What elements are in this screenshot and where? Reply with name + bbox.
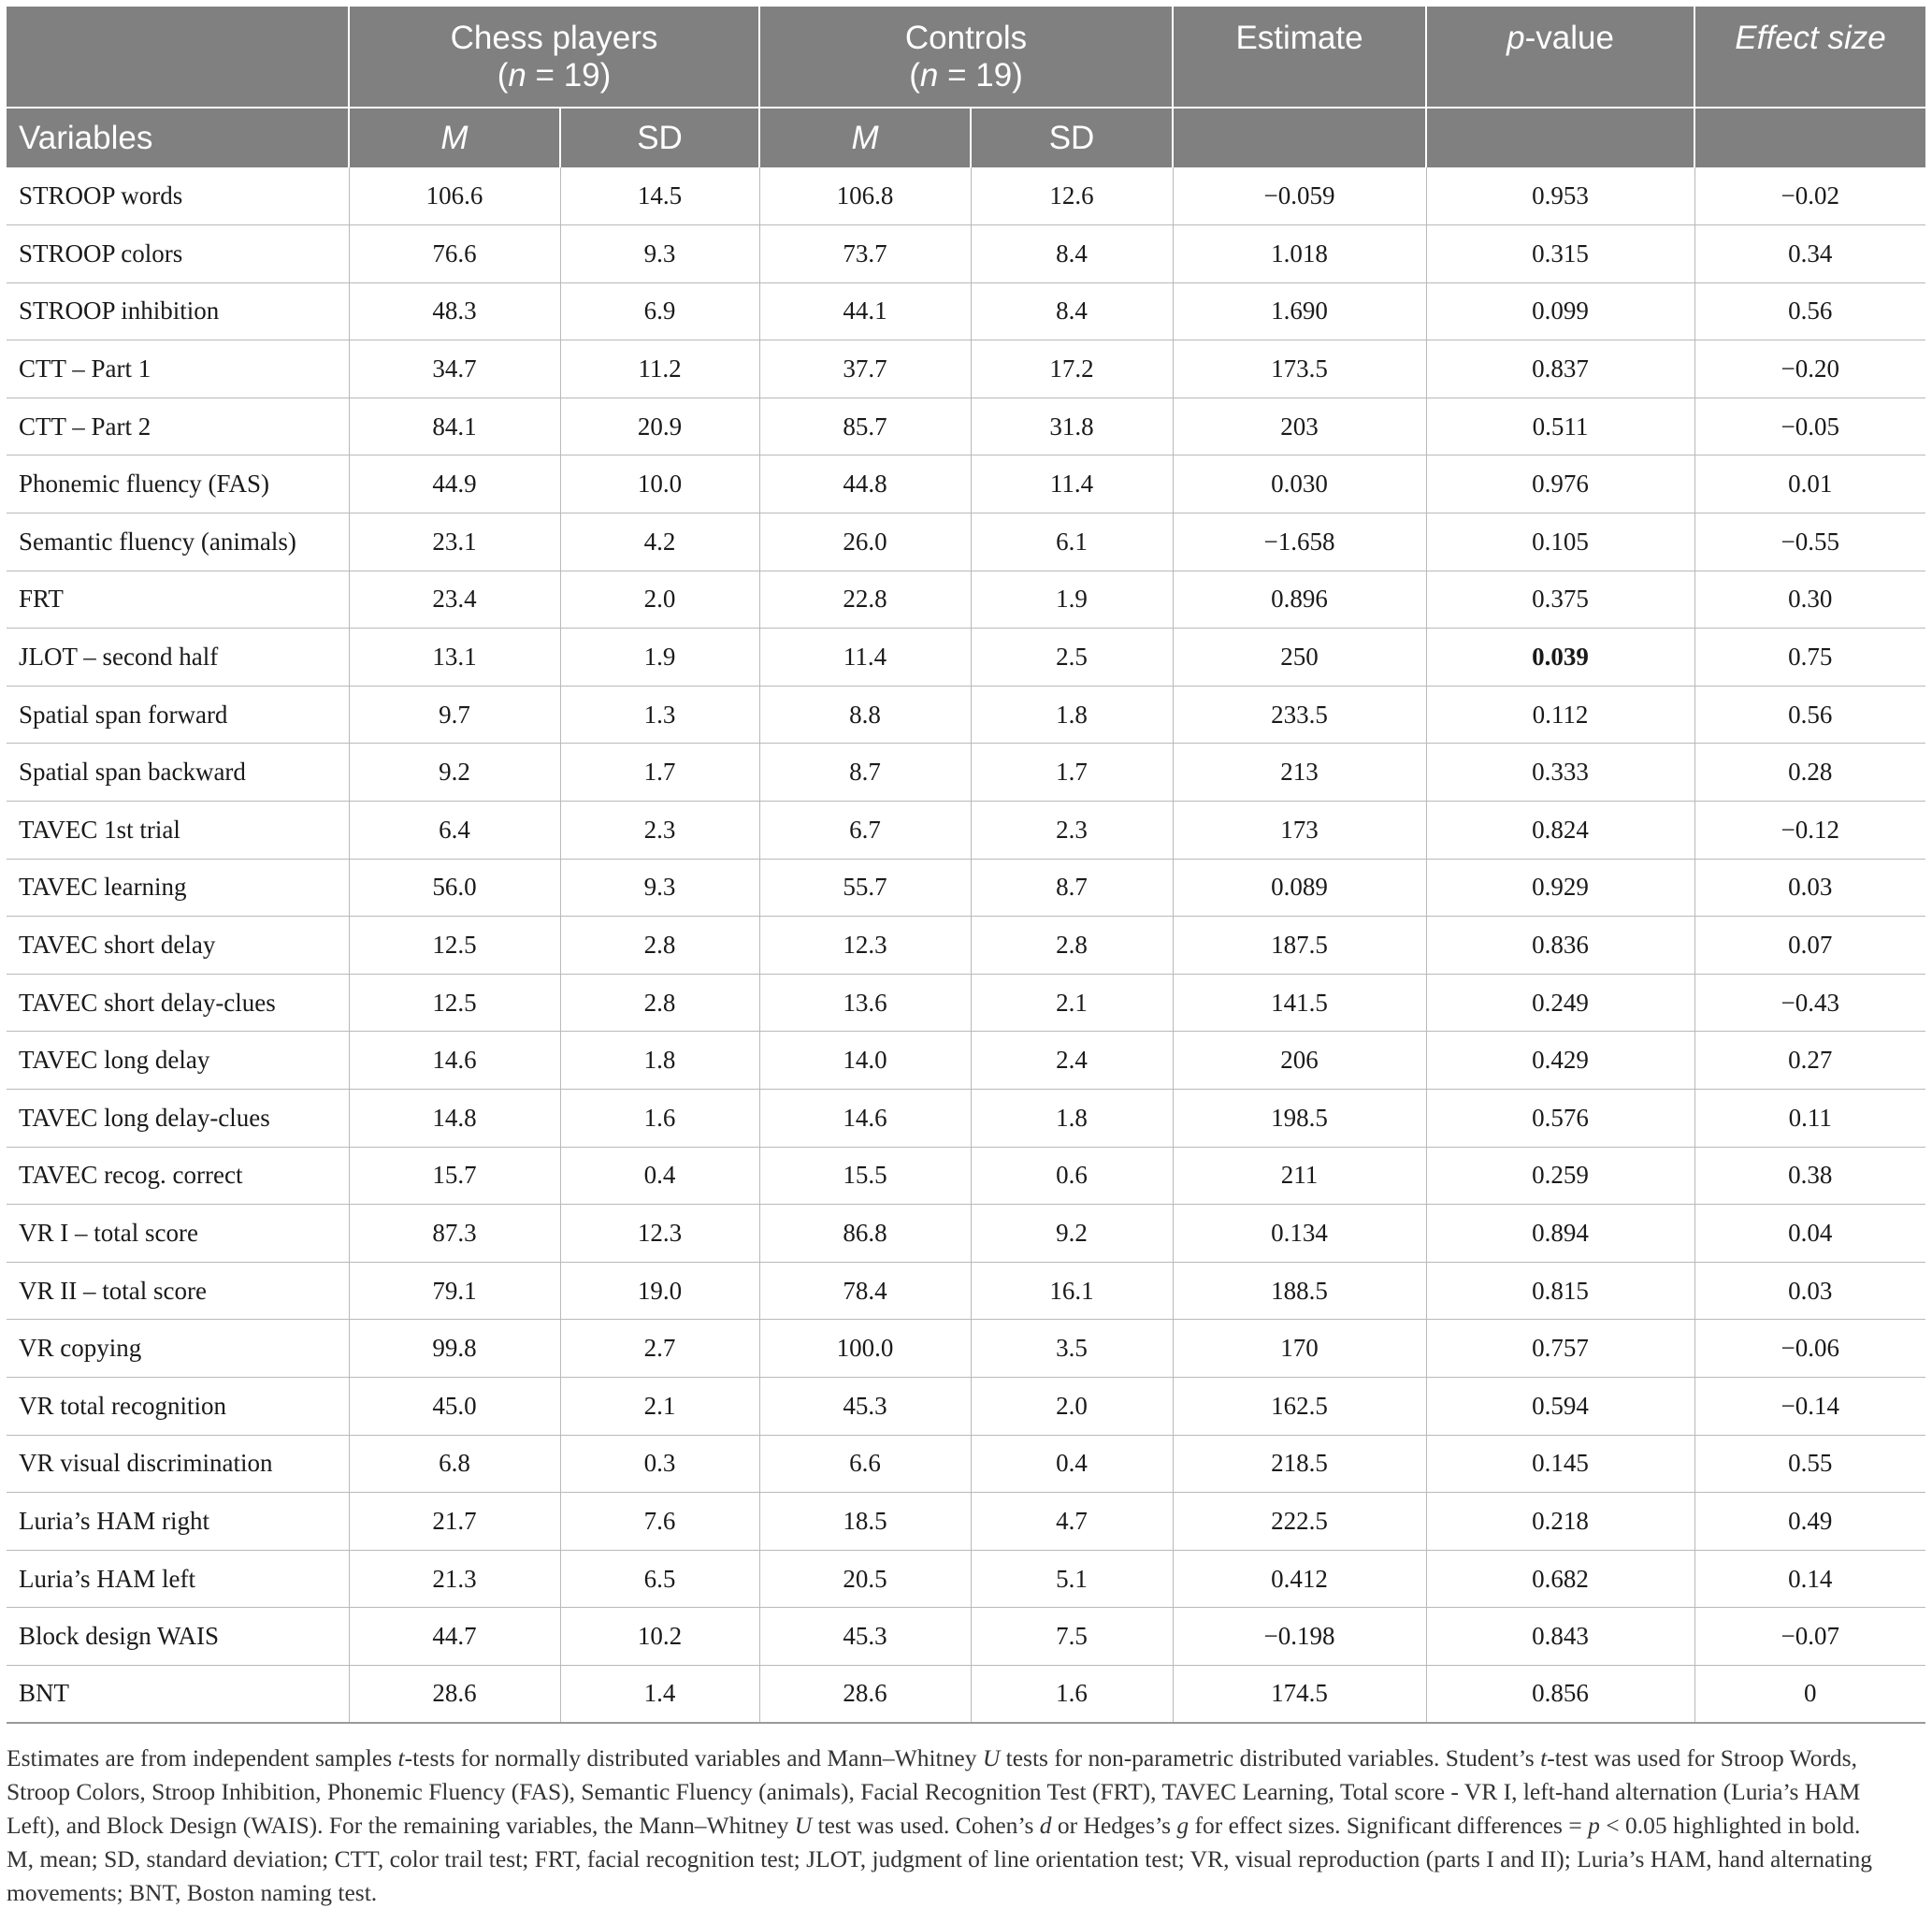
p-value-cell: 0.218: [1426, 1493, 1694, 1551]
p-value-cell: 0.824: [1426, 802, 1694, 860]
estimate-cell: 218.5: [1173, 1435, 1426, 1493]
p-value-cell: 0.929: [1426, 859, 1694, 917]
controls-m-cell: 73.7: [759, 225, 971, 283]
p-value-cell: 0.594: [1426, 1377, 1694, 1435]
estimate-cell: 173.5: [1173, 340, 1426, 398]
controls-sd-cell: 8.7: [971, 859, 1173, 917]
chess-m-cell: 9.2: [349, 744, 560, 802]
controls-m-cell: 106.8: [759, 167, 971, 225]
controls-m-cell: 6.6: [759, 1435, 971, 1493]
chess-m-cell: 84.1: [349, 398, 560, 455]
controls-m-cell: 78.4: [759, 1262, 971, 1320]
variable-cell: Phonemic fluency (FAS): [7, 455, 349, 513]
estimate-cell: 250: [1173, 629, 1426, 687]
effect-size-cell: 0.56: [1694, 282, 1925, 340]
controls-m-cell: 14.6: [759, 1090, 971, 1148]
chess-m-cell: 45.0: [349, 1377, 560, 1435]
p-value-cell: 0.682: [1426, 1550, 1694, 1608]
controls-sd-cell: 0.6: [971, 1147, 1173, 1205]
chess-m-cell: 23.4: [349, 571, 560, 629]
controls-m-cell: 26.0: [759, 513, 971, 571]
effect-size-cell: 0.14: [1694, 1550, 1925, 1608]
header-variables: Variables: [7, 108, 349, 167]
header-chess-m: M: [349, 108, 560, 167]
estimate-cell: 188.5: [1173, 1262, 1426, 1320]
chess-sd-cell: 9.3: [560, 225, 759, 283]
effect-size-cell: 0: [1694, 1665, 1925, 1723]
effect-size-cell: 0.34: [1694, 225, 1925, 283]
controls-m-cell: 44.1: [759, 282, 971, 340]
variable-cell: CTT – Part 1: [7, 340, 349, 398]
controls-sd-cell: 1.6: [971, 1665, 1173, 1723]
effect-size-cell: 0.03: [1694, 1262, 1925, 1320]
chess-players-label: Chess players: [450, 20, 658, 56]
controls-m-cell: 22.8: [759, 571, 971, 629]
chess-sd-cell: 2.8: [560, 917, 759, 975]
table-row: [7, 282, 1925, 340]
chess-m-cell: 34.7: [349, 340, 560, 398]
chess-m-cell: 13.1: [349, 629, 560, 687]
effect-size-cell: 0.75: [1694, 629, 1925, 687]
table-row: [7, 744, 1925, 802]
controls-sd-cell: 1.8: [971, 1090, 1173, 1148]
p-value-cell: 0.894: [1426, 1205, 1694, 1263]
table-footnote: Estimates are from independent samples t-tests for normally distributed variables and Mann–Whitney U tests for non-parametric distributed variables. Student’s t-test was used for Stroop Words, Stroop Colors, Stroop Inhibition, Phonemic Fluency (FAS), Semantic Fluency (animals), Facial Recognition Test (FRT), TAVEC Learning, Total score - VR I, left-hand alternation (Luria’s HAM Left), and Block Design (WAIS). For the remaining variables, the Mann–Whitney U test was used. Cohen’s d or Hedges’s g for effect sizes. Significant differences = p < 0.05 highlighted in bold. M, mean; SD, standard deviation; CTT, color trail test; FRT, facial recognition test; JLOT, judgment of line orientation test; VR, visual reproduction (parts I and II); Luria’s HAM, hand alternating movements; BNT, Boston naming test.: [7, 1744, 1873, 1906]
header-controls-sd: SD: [971, 108, 1173, 167]
controls-sd-cell: 16.1: [971, 1262, 1173, 1320]
effect-size-cell: 0.04: [1694, 1205, 1925, 1263]
header-blank: [7, 7, 349, 108]
controls-m-cell: 28.6: [759, 1665, 971, 1723]
chess-m-cell: 76.6: [349, 225, 560, 283]
variable-cell: VR total recognition: [7, 1377, 349, 1435]
p-value-cell: 0.112: [1426, 686, 1694, 744]
controls-m-cell: 86.8: [759, 1205, 971, 1263]
table-row: [7, 1608, 1925, 1666]
table-row: [7, 1550, 1925, 1608]
table-row: [7, 513, 1925, 571]
controls-label: Controls: [904, 20, 1028, 56]
effect-size-cell: 0.28: [1694, 744, 1925, 802]
chess-m-cell: 15.7: [349, 1147, 560, 1205]
effect-size-cell: −0.20: [1694, 340, 1925, 398]
controls-m-cell: 8.8: [759, 686, 971, 744]
chess-m-cell: 56.0: [349, 859, 560, 917]
chess-sd-cell: 1.7: [560, 744, 759, 802]
chess-m-cell: 44.9: [349, 455, 560, 513]
table-row: [7, 802, 1925, 860]
estimate-cell: 206: [1173, 1032, 1426, 1090]
chess-players-n: (n = 19): [497, 57, 612, 94]
effect-size-cell: −0.06: [1694, 1320, 1925, 1378]
table-row: [7, 340, 1925, 398]
controls-m-cell: 11.4: [759, 629, 971, 687]
variable-cell: Luria’s HAM right: [7, 1493, 349, 1551]
chess-sd-cell: 20.9: [560, 398, 759, 455]
header-estimate-blank: [1173, 108, 1426, 167]
estimate-cell: −1.658: [1173, 513, 1426, 571]
table-header: [7, 7, 1925, 167]
header-effect-size: Effect size: [1694, 7, 1925, 108]
chess-m-cell: 6.4: [349, 802, 560, 860]
controls-sd-cell: 2.4: [971, 1032, 1173, 1090]
estimate-cell: 187.5: [1173, 917, 1426, 975]
effect-size-cell: 0.11: [1694, 1090, 1925, 1148]
effect-size-cell: 0.27: [1694, 1032, 1925, 1090]
variable-cell: Spatial span backward: [7, 744, 349, 802]
chess-m-cell: 14.6: [349, 1032, 560, 1090]
chess-sd-cell: 14.5: [560, 167, 759, 225]
effect-size-cell: 0.30: [1694, 571, 1925, 629]
p-value-cell: 0.856: [1426, 1665, 1694, 1723]
table-row: [7, 1320, 1925, 1378]
chess-m-cell: 9.7: [349, 686, 560, 744]
p-value-cell: 0.576: [1426, 1090, 1694, 1148]
p-value-cell: 0.843: [1426, 1608, 1694, 1666]
controls-sd-cell: 1.9: [971, 571, 1173, 629]
chess-sd-cell: 9.3: [560, 859, 759, 917]
variable-cell: TAVEC 1st trial: [7, 802, 349, 860]
header-controls-m: M: [759, 108, 971, 167]
variable-cell: STROOP colors: [7, 225, 349, 283]
table-row: [7, 1205, 1925, 1263]
chess-sd-cell: 19.0: [560, 1262, 759, 1320]
chess-m-cell: 28.6: [349, 1665, 560, 1723]
controls-m-cell: 100.0: [759, 1320, 971, 1378]
controls-sd-cell: 2.1: [971, 974, 1173, 1032]
controls-m-cell: 18.5: [759, 1493, 971, 1551]
p-value-cell: 0.315: [1426, 225, 1694, 283]
controls-m-cell: 14.0: [759, 1032, 971, 1090]
header-controls: [759, 7, 1173, 108]
estimate-cell: −0.198: [1173, 1608, 1426, 1666]
table-row: [7, 398, 1925, 455]
estimate-cell: 174.5: [1173, 1665, 1426, 1723]
controls-sd-cell: 3.5: [971, 1320, 1173, 1378]
variable-cell: VR visual discrimination: [7, 1435, 349, 1493]
variable-cell: FRT: [7, 571, 349, 629]
estimate-cell: 1.018: [1173, 225, 1426, 283]
estimate-cell: 170: [1173, 1320, 1426, 1378]
controls-sd-cell: 8.4: [971, 282, 1173, 340]
variable-cell: TAVEC short delay-clues: [7, 974, 349, 1032]
chess-m-cell: 21.3: [349, 1550, 560, 1608]
table-row: [7, 167, 1925, 225]
header-p-blank: [1426, 108, 1694, 167]
controls-sd-cell: 2.0: [971, 1377, 1173, 1435]
estimate-cell: 198.5: [1173, 1090, 1426, 1148]
header-chess-players: [349, 7, 759, 108]
variable-cell: BNT: [7, 1665, 349, 1723]
estimate-cell: 173: [1173, 802, 1426, 860]
controls-sd-cell: 1.7: [971, 744, 1173, 802]
controls-m-cell: 44.8: [759, 455, 971, 513]
effect-size-cell: 0.03: [1694, 859, 1925, 917]
chess-m-cell: 6.8: [349, 1435, 560, 1493]
chess-sd-cell: 2.1: [560, 1377, 759, 1435]
p-value-cell: 0.333: [1426, 744, 1694, 802]
controls-m-cell: 45.3: [759, 1377, 971, 1435]
results-table-container: [7, 7, 1925, 1724]
chess-m-cell: 21.7: [349, 1493, 560, 1551]
variable-cell: CTT – Part 2: [7, 398, 349, 455]
variable-cell: Luria’s HAM left: [7, 1550, 349, 1608]
controls-m-cell: 55.7: [759, 859, 971, 917]
variable-cell: TAVEC learning: [7, 859, 349, 917]
chess-sd-cell: 0.4: [560, 1147, 759, 1205]
estimate-cell: 203: [1173, 398, 1426, 455]
chess-sd-cell: 7.6: [560, 1493, 759, 1551]
header-effect-blank: [1694, 108, 1925, 167]
table-row: [7, 1090, 1925, 1148]
chess-sd-cell: 2.7: [560, 1320, 759, 1378]
effect-size-cell: 0.07: [1694, 917, 1925, 975]
controls-sd-cell: 5.1: [971, 1550, 1173, 1608]
controls-sd-cell: 6.1: [971, 513, 1173, 571]
effect-size-cell: −0.05: [1694, 398, 1925, 455]
controls-sd-cell: 17.2: [971, 340, 1173, 398]
table-row: [7, 1493, 1925, 1551]
variable-cell: STROOP inhibition: [7, 282, 349, 340]
estimate-cell: 0.030: [1173, 455, 1426, 513]
chess-m-cell: 14.8: [349, 1090, 560, 1148]
chess-m-cell: 12.5: [349, 917, 560, 975]
chess-sd-cell: 2.8: [560, 974, 759, 1032]
table-row: [7, 1032, 1925, 1090]
chess-m-cell: 87.3: [349, 1205, 560, 1263]
controls-m-cell: 37.7: [759, 340, 971, 398]
p-value-cell: 0.105: [1426, 513, 1694, 571]
variable-cell: VR II – total score: [7, 1262, 349, 1320]
table-row: [7, 974, 1925, 1032]
chess-sd-cell: 6.9: [560, 282, 759, 340]
chess-sd-cell: 1.9: [560, 629, 759, 687]
p-value-cell: 0.249: [1426, 974, 1694, 1032]
chess-m-cell: 48.3: [349, 282, 560, 340]
controls-sd-cell: 2.5: [971, 629, 1173, 687]
variable-cell: VR copying: [7, 1320, 349, 1378]
chess-m-cell: 99.8: [349, 1320, 560, 1378]
controls-sd-cell: 8.4: [971, 225, 1173, 283]
estimate-cell: 0.412: [1173, 1550, 1426, 1608]
controls-sd-cell: 2.3: [971, 802, 1173, 860]
estimate-cell: 0.134: [1173, 1205, 1426, 1263]
variable-cell: Spatial span forward: [7, 686, 349, 744]
effect-size-cell: 0.01: [1694, 455, 1925, 513]
controls-sd-cell: 2.8: [971, 917, 1173, 975]
controls-sd-cell: 7.5: [971, 1608, 1173, 1666]
effect-size-cell: −0.55: [1694, 513, 1925, 571]
table-row: [7, 455, 1925, 513]
table-row: [7, 859, 1925, 917]
table-row: [7, 1377, 1925, 1435]
variable-cell: TAVEC short delay: [7, 917, 349, 975]
p-value-cell: 0.039: [1426, 629, 1694, 687]
table-row: [7, 225, 1925, 283]
variable-cell: TAVEC recog. correct: [7, 1147, 349, 1205]
p-value-cell: 0.836: [1426, 917, 1694, 975]
table-row: [7, 917, 1925, 975]
variable-cell: Block design WAIS: [7, 1608, 349, 1666]
controls-n: (n = 19): [909, 57, 1023, 94]
effect-size-cell: −0.43: [1694, 974, 1925, 1032]
controls-m-cell: 20.5: [759, 1550, 971, 1608]
controls-m-cell: 8.7: [759, 744, 971, 802]
controls-sd-cell: 0.4: [971, 1435, 1173, 1493]
estimate-cell: 222.5: [1173, 1493, 1426, 1551]
chess-sd-cell: 6.5: [560, 1550, 759, 1608]
estimate-cell: 233.5: [1173, 686, 1426, 744]
p-value-cell: 0.145: [1426, 1435, 1694, 1493]
estimate-cell: 0.089: [1173, 859, 1426, 917]
effect-size-cell: −0.14: [1694, 1377, 1925, 1435]
controls-m-cell: 15.5: [759, 1147, 971, 1205]
variable-cell: JLOT – second half: [7, 629, 349, 687]
chess-sd-cell: 4.2: [560, 513, 759, 571]
chess-m-cell: 106.6: [349, 167, 560, 225]
effect-size-cell: −0.12: [1694, 802, 1925, 860]
table-row: [7, 686, 1925, 744]
table-row: [7, 571, 1925, 629]
chess-sd-cell: 1.8: [560, 1032, 759, 1090]
chess-sd-cell: 12.3: [560, 1205, 759, 1263]
p-value-cell: 0.837: [1426, 340, 1694, 398]
chess-sd-cell: 1.6: [560, 1090, 759, 1148]
header-chess-sd: SD: [560, 108, 759, 167]
chess-sd-cell: 11.2: [560, 340, 759, 398]
results-table: [7, 7, 1925, 1724]
p-value-suffix: -value: [1524, 20, 1614, 56]
variable-cell: Semantic fluency (animals): [7, 513, 349, 571]
controls-m-cell: 13.6: [759, 974, 971, 1032]
chess-m-cell: 79.1: [349, 1262, 560, 1320]
effect-size-cell: 0.55: [1694, 1435, 1925, 1493]
header-p-value: [1426, 7, 1694, 108]
controls-sd-cell: 1.8: [971, 686, 1173, 744]
chess-m-cell: 12.5: [349, 974, 560, 1032]
table-row: [7, 1665, 1925, 1723]
chess-sd-cell: 1.4: [560, 1665, 759, 1723]
p-value-cell: 0.953: [1426, 167, 1694, 225]
effect-size-cell: −0.02: [1694, 167, 1925, 225]
table-body: [7, 167, 1925, 1723]
p-value-cell: 0.099: [1426, 282, 1694, 340]
table-row: [7, 1262, 1925, 1320]
table-row: [7, 1147, 1925, 1205]
variable-cell: STROOP words: [7, 167, 349, 225]
chess-sd-cell: 10.2: [560, 1608, 759, 1666]
estimate-cell: 211: [1173, 1147, 1426, 1205]
chess-sd-cell: 10.0: [560, 455, 759, 513]
controls-m-cell: 85.7: [759, 398, 971, 455]
variable-cell: TAVEC long delay: [7, 1032, 349, 1090]
controls-sd-cell: 9.2: [971, 1205, 1173, 1263]
effect-size-cell: 0.56: [1694, 686, 1925, 744]
chess-sd-cell: 1.3: [560, 686, 759, 744]
estimate-cell: 162.5: [1173, 1377, 1426, 1435]
controls-sd-cell: 4.7: [971, 1493, 1173, 1551]
estimate-cell: 1.690: [1173, 282, 1426, 340]
chess-sd-cell: 0.3: [560, 1435, 759, 1493]
variable-cell: TAVEC long delay-clues: [7, 1090, 349, 1148]
variable-cell: VR I – total score: [7, 1205, 349, 1263]
effect-size-cell: 0.38: [1694, 1147, 1925, 1205]
p-value-cell: 0.429: [1426, 1032, 1694, 1090]
chess-m-cell: 23.1: [349, 513, 560, 571]
p-value-cell: 0.259: [1426, 1147, 1694, 1205]
controls-m-cell: 12.3: [759, 917, 971, 975]
controls-m-cell: 6.7: [759, 802, 971, 860]
controls-sd-cell: 31.8: [971, 398, 1173, 455]
p-value-cell: 0.375: [1426, 571, 1694, 629]
effect-size-cell: 0.49: [1694, 1493, 1925, 1551]
table-row: [7, 1435, 1925, 1493]
controls-sd-cell: 12.6: [971, 167, 1173, 225]
controls-m-cell: 45.3: [759, 1608, 971, 1666]
estimate-cell: −0.059: [1173, 167, 1426, 225]
controls-sd-cell: 11.4: [971, 455, 1173, 513]
estimate-cell: 141.5: [1173, 974, 1426, 1032]
p-value-cell: 0.815: [1426, 1262, 1694, 1320]
chess-sd-cell: 2.0: [560, 571, 759, 629]
p-value-prefix: p: [1507, 20, 1525, 56]
p-value-cell: 0.511: [1426, 398, 1694, 455]
header-estimate: Estimate: [1173, 7, 1426, 108]
table-row: [7, 629, 1925, 687]
chess-sd-cell: 2.3: [560, 802, 759, 860]
chess-m-cell: 44.7: [349, 1608, 560, 1666]
p-value-cell: 0.976: [1426, 455, 1694, 513]
effect-size-cell: −0.07: [1694, 1608, 1925, 1666]
estimate-cell: 0.896: [1173, 571, 1426, 629]
p-value-cell: 0.757: [1426, 1320, 1694, 1378]
estimate-cell: 213: [1173, 744, 1426, 802]
